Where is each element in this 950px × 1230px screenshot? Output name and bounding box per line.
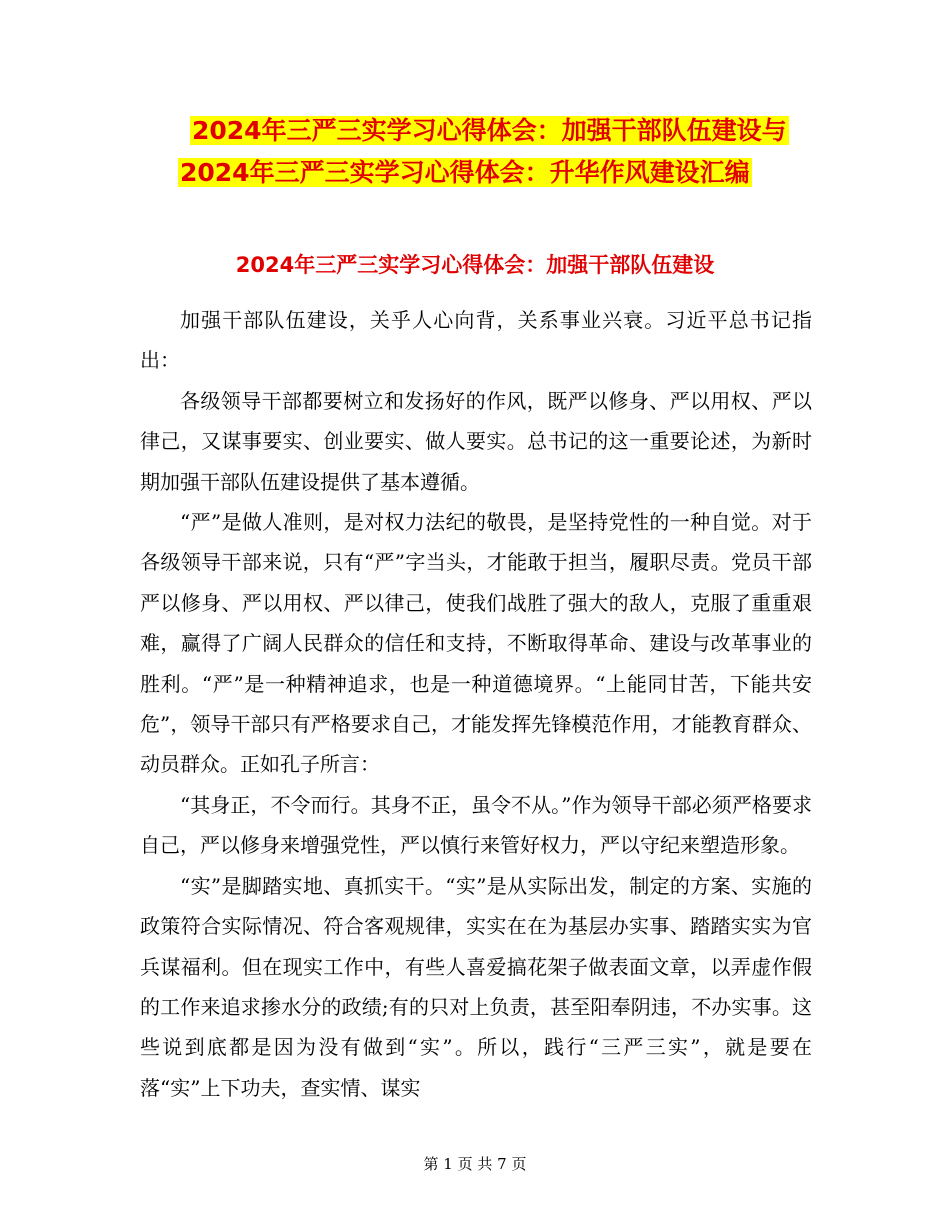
document-body xyxy=(140,300,812,1108)
title-line-1-text: 2024年三严三实学习心得体会：加强干部队伍建设与 xyxy=(192,116,787,145)
document-title-line-2 xyxy=(178,155,752,191)
section-heading: 2024年三严三实学习心得体会：加强干部队伍建设 xyxy=(235,253,715,277)
body-paragraph: 各级领导干部都要树立和发扬好的作风，既严以修身、严以用权、严以律己，又谋事要实、创业要实、做人要实。总书记的这一重要论述，为新时期加强干部队伍建设提供了基本遵循。 xyxy=(140,388,812,494)
body-paragraph: “其身正，不令而行。其身不正，虽令不从。”作为领导干部必须严格要求自己，严以修身来增强党性，严以慎行来管好权力，严以守纪来塑造形象。 xyxy=(140,792,812,858)
body-paragraph: “严”是做人准则，是对权力法纪的敬畏，是坚持党性的一种自觉。对于各级领导干部来说，只有“严”字当头，才能敢于担当，履职尽责。党员干部严以修身、严以用权、严以律己，使我们战胜了强大的敌人，克服了重重艰难，赢得了广阔人民群众的信任和支持，不断取得革命、建设与改革事业的胜利。“严”是一种精神追求，也是一种道德境界。“上能同甘苦，下能共安危”，领导干部只有严格要求自己，才能发挥先锋模范作用，才能教育群众、动员群众。正如孔子所言： xyxy=(140,510,812,777)
document-title-line-1 xyxy=(190,113,789,149)
title-line-2-text: 2024年三严三实学习心得体会：升华作风建设汇编 xyxy=(180,158,750,187)
page-footer: 第 1 页 共 7 页 xyxy=(423,1155,527,1173)
body-paragraph: “实”是脚踏实地、真抓实干。“实”是从实际出发，制定的方案、实施的政策符合实际情况、符合客观规律，实实在在为基层办实事、踏踏实实为官兵谋福利。但在现实工作中，有些人喜爱搞花架子做表面文章，以弄虚作假的工作来追求掺水分的政绩;有的只对上负责，甚至阳奉阴违，不办实事。这些说到底都是因为没有做到“实”。所以，践行“三严三实”，就是要在落“实”上下功夫，查实情、谋实 xyxy=(140,873,812,1100)
body-paragraph: 加强干部队伍建设，关乎人心向背，关系事业兴衰。习近平总书记指出： xyxy=(140,308,812,373)
